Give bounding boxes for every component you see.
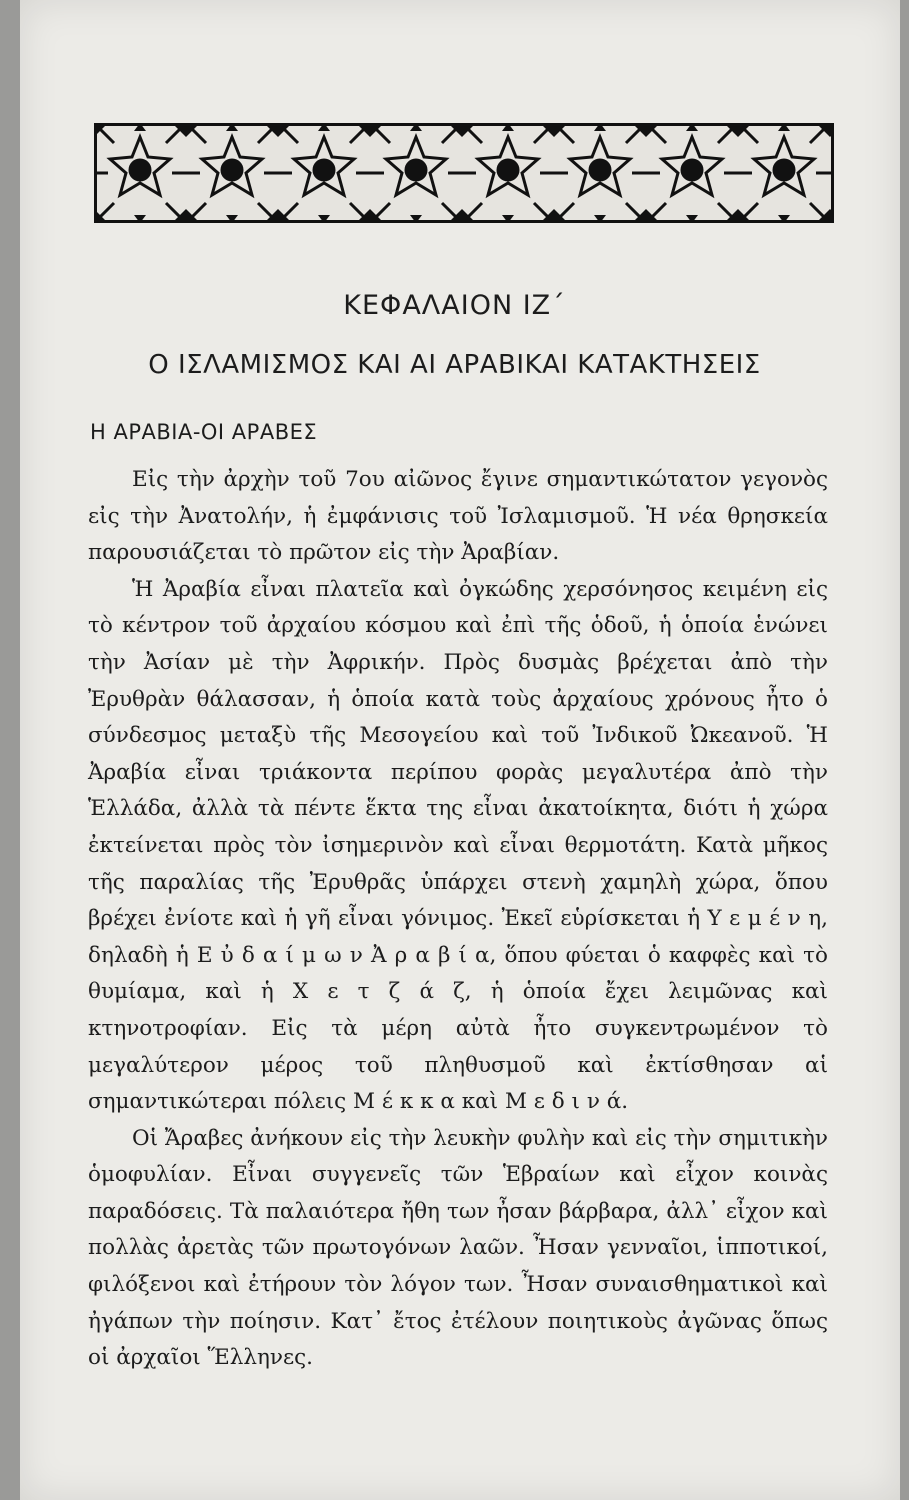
section-heading: Η ΑΡΑΒΙΑ-ΟΙ ΑΡΑΒΕΣ [90,420,318,444]
body-text [88,462,828,1377]
arabesque-ornament-icon [94,123,834,223]
paragraph: Εἰς τὴν ἀρχὴν τοῦ 7ου αἰῶνος ἔγινε σημαντικώτατον γεγονὸς εἰς τὴν Ἀνατολήν, ἡ ἐμφάνισις τοῦ Ἰσλαμισμοῦ. Ἡ νέα θρησκεία παρουσιάζεται τὸ πρῶτον εἰς τὴν Ἀραβίαν. [88,467,828,566]
chapter-title: Ο ΙΣΛΑΜΙΣΜΟΣ ΚΑΙ ΑΙ ΑΡΑΒΙΚΑΙ ΚΑΤΑΚΤΗΣΕΙΣ [148,350,761,380]
chapter-heading: ΚΕΦΑΛΑΙΟΝ ΙΖ΄ [343,290,566,321]
paragraph: Οἱ Ἄραβες ἀνήκουν εἰς τὴν λευκὴν φυλὴν καὶ εἰς τὴν σημιτικὴν ὁμοφυλίαν. Εἶναι συγγενεῖς τῶν Ἑβραίων καὶ εἶχον κοινὰς παραδόσεις. Τὰ παλαιότερα ἤθη των ἦσαν βάρβαρα, ἀλλ᾽ εἶχον καὶ πολλὰς ἀρετὰς τῶν πρωτογόνων λαῶν. Ἦσαν γενναῖοι, ἱπποτικοί, φιλόξενοι καὶ ἐτήρουν τὸν λόγον των. Ἦσαν συναισθηματικοὶ καὶ ἠγάπων τὴν ποίησιν. Κατ᾽ ἔτος ἐτέλουν ποιητικοὺς ἀγῶνας ὅπως οἱ ἀρχαῖοι Ἕλληνες. [88,1125,828,1371]
paragraph: Ἡ Ἀραβία εἶναι πλατεῖα καὶ ὀγκώδης χερσόνησος κειμένη εἰς τὸ κέντρον τοῦ ἀρχαίου κόσμου καὶ ἐπὶ τῆς ὁδοῦ, ἡ ὁποία ἑνώνει τὴν Ἀσίαν μὲ τὴν Ἀφρικήν. Πρὸς δυσμὰς βρέχεται ἀπὸ τὴν Ἐρυθρὰν θάλασσαν, ἡ ὁποία κατὰ τοὺς ἀρχαίους χρόνους ἦτο ὁ σύνδεσμος μεταξὺ τῆς Μεσογείου καὶ τοῦ Ἰνδικοῦ Ὠκεανοῦ. Ἡ Ἀραβία εἶναι τριάκοντα περίπου φορὰς μεγαλυτέρα ἀπὸ τὴν Ἑλλάδα, ἀλλὰ τὰ πέντε ἕκτα της εἶναι ἀκατοίκητα, διότι ἡ χώρα ἐκτείνεται πρὸς τὸν ἰσημερινὸν καὶ εἶναι θερμοτάτη. Κατὰ μῆκος τῆς παραλίας τῆς Ἐρυθρᾶς ὑπάρχει στενὴ χαμηλὴ χώρα, ὅπου βρέχει ἐνίοτε καὶ ἡ γῆ εἶναι γόνιμος. Ἐκεῖ εὑρίσκεται ἡ Υ ε μ έ ν η, δηλαδὴ ἡ Ε ὐ δ α ί μ ω ν Ἀ ρ α β ί α, ὅπου φύεται ὁ καφφὲς καὶ τὸ θυμίαμα, καὶ ἡ Χ ε τ ζ ά ζ, ἡ ὁποία ἔχει λειμῶνας καὶ κτηνοτροφίαν. Εἰς τὰ μέρη αὐτὰ ἦτο συγκεντρωμένον τὸ μεγαλύτερον μέρος τοῦ πληθυσμοῦ καὶ ἐκτίσθησαν αἱ σημαντικώτεραι πόλεις Μ έ κ κ α καὶ Μ ε δ ι ν ά. [88,576,828,1115]
